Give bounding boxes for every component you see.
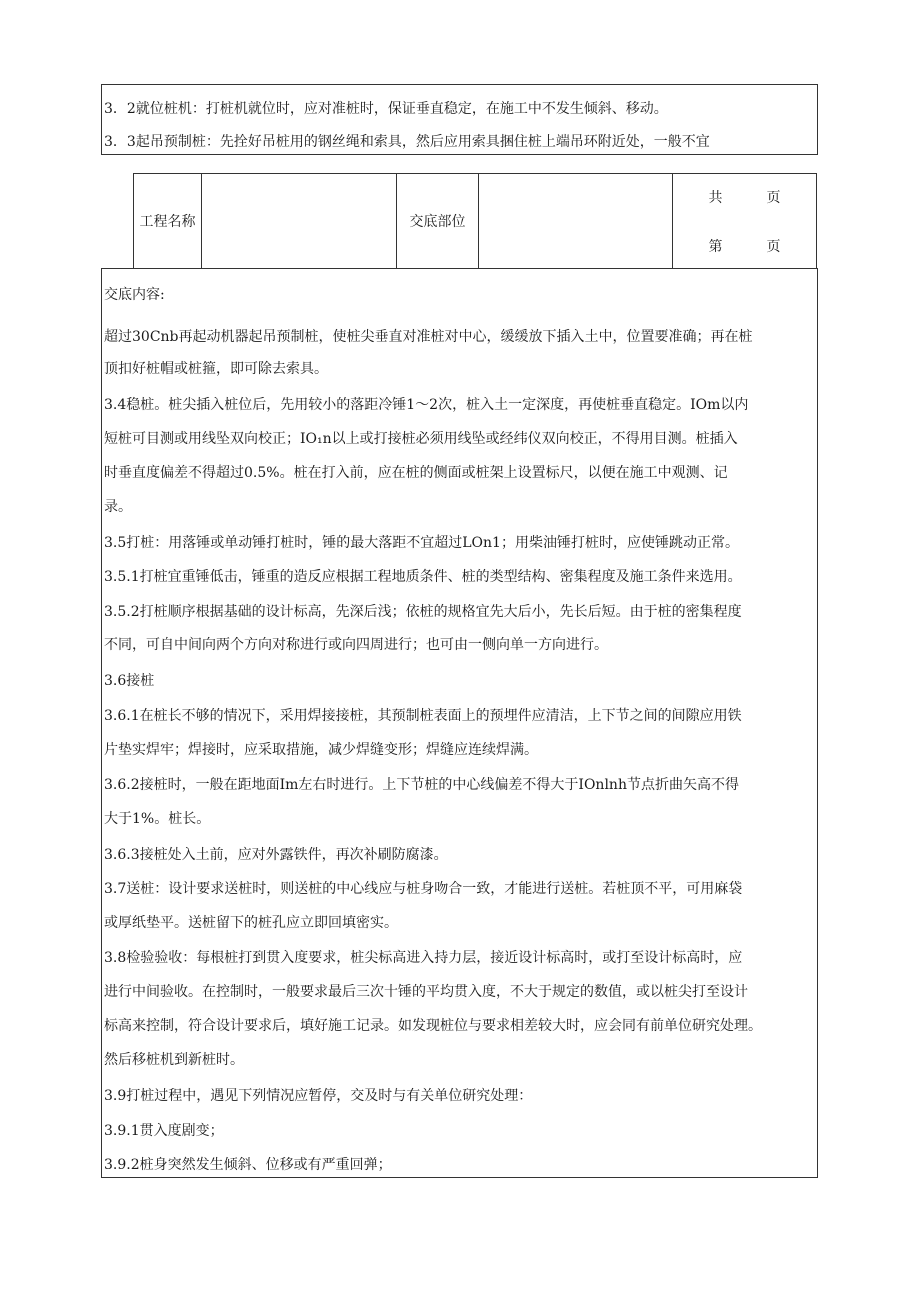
page-total-line [673, 187, 816, 207]
header-table [133, 173, 817, 269]
content-line: 3.9.1贯入度剧变； [104, 1123, 224, 1139]
content-line: 录。 [104, 499, 132, 515]
content-line: 时垂直度偏差不得超过0.5%。桩在打入前，应在桩的侧面或桩架上设置标尺，以便在施工中观测、记 [104, 465, 728, 481]
content-line: 进行中间验收。在控制时，一般要求最后三次十锤的平均贯入度，不大于规定的数值，或以桩尖打至设计 [104, 984, 748, 1000]
top-text-box [101, 84, 818, 155]
content-line: 顶扣好桩帽或桩箍，即可除去索具。 [104, 361, 328, 377]
page-current-label: 第 [708, 239, 723, 255]
content-line: 标高来控制，符合设计要求后，填好施工记录。如发现桩位与要求相差较大时，应会同有前单位研究处理。 [104, 1018, 762, 1034]
content-line: 3.5.2打桩顺序根据基础的设计标高，先深后浅；依桩的规格宜先大后小，先长后短。由于桩的密集程度 [104, 604, 742, 620]
content-line: 短桩可目测或用线坠双向校正；IO₁n以上或打接桩必须用线坠或经纬仪双向校正，不得用目测。桩插入 [104, 431, 738, 447]
content-line: 3.6.2接桩时，一般在距地面Im左右时进行。上下节桩的中心线偏差不得大于IOnlnh节点折曲矢高不得 [104, 777, 739, 793]
content-line: 超过30Cnb再起动机器起吊预制桩，使桩尖垂直对准桩对中心，缓缓放下插入土中，位置要准确；再在桩 [104, 329, 753, 345]
content-line: 3.5.1打桩宜重锤低击，锤重的造反应根据工程地质条件、桩的类型结构、密集程度及施工条件来选用。 [104, 569, 742, 585]
project-name-label: 工程名称 [134, 174, 202, 269]
content-line: 3.6接桩 [104, 673, 155, 689]
page-current-unit: 页 [766, 239, 781, 255]
content-line: 3.4稳桩。桩尖插入桩位后，先用较小的落距冷锤1～2次，桩入土一定深度，再使桩垂直稳定。IOm以内 [104, 397, 749, 413]
content-line: 大于1%。桩长。 [104, 811, 211, 827]
content-line: 3.9.2桩身突然发生倾斜、位移或有严重回弹； [104, 1157, 392, 1173]
page-total-unit: 页 [766, 190, 781, 206]
content-box [101, 268, 818, 1178]
top-text-line: 3．2就位桩机：打桩机就位时，应对准桩时，保证垂直稳定，在施工中不发生倾斜、移动。 [104, 101, 668, 117]
page-current-line [673, 236, 816, 256]
content-line: 3.9打桩过程中，遇见下列情况应暂停，交及时与有关单位研究处理： [104, 1088, 533, 1104]
page-total-label: 共 [708, 190, 723, 206]
page-info-cell [673, 174, 817, 269]
content-line: 或厚纸垫平。送桩留下的桩孔应立即回填密实。 [104, 915, 398, 931]
content-line: 3.5打桩：用落锤或单动锤打桩时，锤的最大落距不宜超过LOn1；用柴油锤打桩时，应使锤跳动正常。 [104, 535, 739, 551]
content-line: 不同，可自中间向两个方向对称进行或向四周进行；也可由一侧向单一方向进行。 [104, 637, 608, 653]
top-text-line: 3．3起吊预制桩：先拴好吊桩用的钢丝绳和索具，然后应用索具捆住桩上端吊环附近处，一般不宜 [104, 134, 710, 150]
location-label: 交底部位 [397, 174, 479, 269]
content-line: 片垫实焊牢；焊接时，应采取措施，减少焊缝变形；焊缝应连续焊满。 [104, 742, 538, 758]
content-line: 3.6.3接桩处入土前，应对外露铁件，再次补刷防腐漆。 [104, 847, 448, 863]
content-heading: 交底内容: [104, 287, 165, 303]
content-line: 3.8检验验收：每根桩打到贯入度要求，桩尖标高进入持力层，接近设计标高时，或打至设计标高时，应 [104, 950, 743, 966]
content-line: 3.7送桩：设计要求送桩时，则送桩的中心线应与桩身吻合一致，才能进行送桩。若桩顶不平，可用麻袋 [104, 881, 743, 897]
project-name-value [202, 174, 397, 269]
content-line: 3.6.1在桩长不够的情况下，采用焊接接桩，其预制桩表面上的预埋件应清洁，上下节之间的间隙应用铁 [104, 708, 742, 724]
location-value [479, 174, 673, 269]
content-line: 然后移桩机到新桩时。 [104, 1052, 244, 1068]
